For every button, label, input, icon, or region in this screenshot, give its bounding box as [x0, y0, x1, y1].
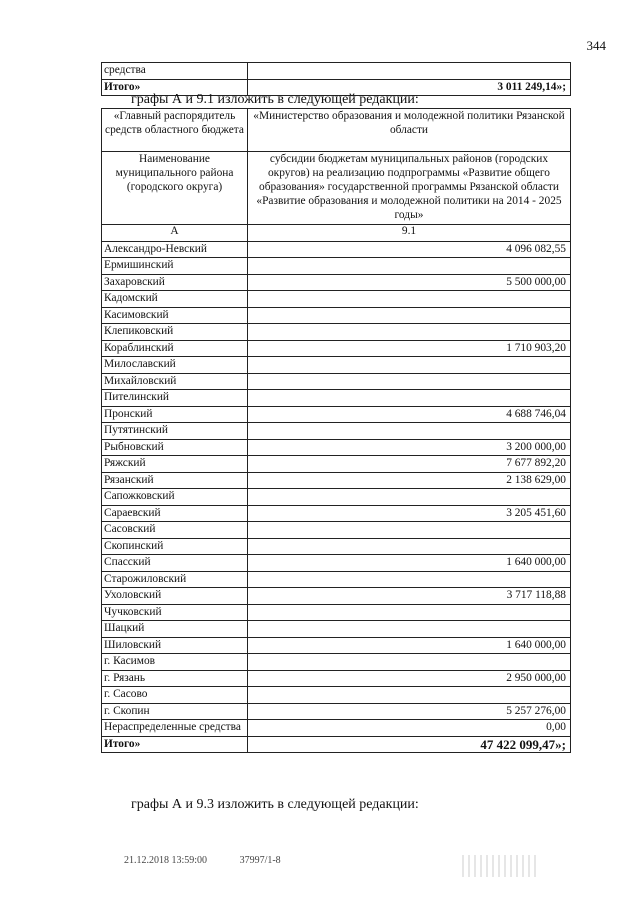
district-name: Кораблинский	[102, 340, 248, 357]
table-row	[102, 555, 571, 572]
district-value	[248, 291, 571, 308]
district-name: Сараевский	[102, 505, 248, 522]
col-label-right: 9.1	[248, 225, 571, 242]
table-row	[102, 291, 571, 308]
table-row	[102, 489, 571, 506]
main-table	[101, 108, 571, 753]
district-name: Кадомский	[102, 291, 248, 308]
table-row	[102, 472, 571, 489]
district-name: г. Скопин	[102, 703, 248, 720]
table-row	[102, 373, 571, 390]
district-name: Сасовский	[102, 522, 248, 539]
district-value	[248, 390, 571, 407]
district-value: 2 138 629,00	[248, 472, 571, 489]
district-value: 1 710 903,20	[248, 340, 571, 357]
table-row	[102, 340, 571, 357]
table-row	[102, 390, 571, 407]
district-name: Старожиловский	[102, 571, 248, 588]
district-name: Ермишинский	[102, 258, 248, 275]
district-value: 2 950 000,00	[248, 670, 571, 687]
footer-timestamp: 21.12.2018 13:59:00	[124, 855, 208, 866]
district-name: Захаровский	[102, 274, 248, 291]
total-value: 3 011 249,14»;	[248, 79, 571, 96]
district-value: 3 717 118,88	[248, 588, 571, 605]
district-name: Пронский	[102, 406, 248, 423]
district-value: 4 096 082,55	[248, 241, 571, 258]
table-row	[102, 258, 571, 275]
district-name: г. Рязань	[102, 670, 248, 687]
district-name: Милославский	[102, 357, 248, 374]
scan-artifact	[462, 855, 540, 877]
table-row	[102, 357, 571, 374]
district-name: Сапожковский	[102, 489, 248, 506]
district-value	[248, 324, 571, 341]
undistributed-row	[102, 720, 571, 737]
district-value	[248, 687, 571, 704]
table-row	[102, 423, 571, 440]
table-row	[102, 406, 571, 423]
district-value: 5 500 000,00	[248, 274, 571, 291]
district-value	[248, 258, 571, 275]
district-name: Клепиковский	[102, 324, 248, 341]
district-value	[248, 621, 571, 638]
column-label-row	[102, 225, 571, 242]
district-name: г. Сасово	[102, 687, 248, 704]
total-label: Итого»	[102, 79, 248, 96]
table-row	[102, 703, 571, 720]
table-row	[102, 456, 571, 473]
table-row	[102, 687, 571, 704]
header-left: «Главный распорядитель средств областного бюджета	[102, 109, 248, 152]
total-label: Итого»	[102, 736, 248, 753]
district-value: 1 640 000,00	[248, 637, 571, 654]
table-row	[102, 538, 571, 555]
col-label-left: А	[102, 225, 248, 242]
header-row	[102, 109, 571, 152]
table-row	[102, 571, 571, 588]
district-value	[248, 357, 571, 374]
district-value: 3 205 451,60	[248, 505, 571, 522]
district-value	[248, 571, 571, 588]
district-value	[248, 489, 571, 506]
district-value	[248, 307, 571, 324]
table-row	[102, 588, 571, 605]
table-row	[102, 654, 571, 671]
district-name: Шиловский	[102, 637, 248, 654]
row-value	[248, 63, 571, 80]
district-name: Шацкий	[102, 621, 248, 638]
district-name: Михайловский	[102, 373, 248, 390]
district-value	[248, 654, 571, 671]
district-value: 5 257 276,00	[248, 703, 571, 720]
header-row	[102, 152, 571, 225]
district-value: 4 688 746,04	[248, 406, 571, 423]
district-value	[248, 604, 571, 621]
header-left: Наименование муниципального района (городского округа)	[102, 152, 248, 225]
district-value: 7 677 892,20	[248, 456, 571, 473]
district-name: Спасский	[102, 555, 248, 572]
table-row	[102, 274, 571, 291]
district-value	[248, 522, 571, 539]
page-number: 344	[586, 38, 606, 53]
table-row	[102, 324, 571, 341]
district-value: 3 200 000,00	[248, 439, 571, 456]
district-name: Путятинский	[102, 423, 248, 440]
instruction-text: графы А и 9.1 изложить в следующей редакции:	[131, 92, 419, 107]
row-value: 0,00	[248, 720, 571, 737]
table-row	[102, 505, 571, 522]
district-name: Чучковский	[102, 604, 248, 621]
district-value	[248, 423, 571, 440]
district-name: Скопинский	[102, 538, 248, 555]
table-row	[102, 439, 571, 456]
table-row	[102, 621, 571, 638]
district-name: Ухоловский	[102, 588, 248, 605]
footer-doc-id: 37997/1-8	[239, 855, 281, 866]
district-name: Рыбновский	[102, 439, 248, 456]
row-name: Нераспределенные средства	[102, 720, 248, 737]
table-row	[102, 241, 571, 258]
table-row	[102, 307, 571, 324]
table-row	[102, 670, 571, 687]
row-name: средства	[102, 63, 248, 80]
district-name: Рязанский	[102, 472, 248, 489]
district-value: 1 640 000,00	[248, 555, 571, 572]
district-name: Ряжский	[102, 456, 248, 473]
district-value	[248, 538, 571, 555]
table-row	[102, 637, 571, 654]
instruction-text: графы А и 9.3 изложить в следующей редакции:	[131, 797, 419, 812]
district-name: Пителинский	[102, 390, 248, 407]
district-name: г. Касимов	[102, 654, 248, 671]
table-row	[102, 522, 571, 539]
total-value: 47 422 099,47»;	[248, 736, 571, 753]
header-right: «Министерство образования и молодежной политики Рязанской области	[248, 109, 571, 152]
table-row	[102, 63, 571, 80]
top-table	[101, 62, 571, 96]
footer	[124, 855, 311, 866]
district-value	[248, 373, 571, 390]
total-row	[102, 736, 571, 753]
table-row	[102, 604, 571, 621]
header-right: субсидии бюджетам муниципальных районов (городских округов) на реализацию подпрограммы «Развитие общего образования» государственной программы Рязанской области «Развитие образования и молодежной политики на 2014 - 2025 годы»	[248, 152, 571, 225]
district-name: Александро-Невский	[102, 241, 248, 258]
district-name: Касимовский	[102, 307, 248, 324]
